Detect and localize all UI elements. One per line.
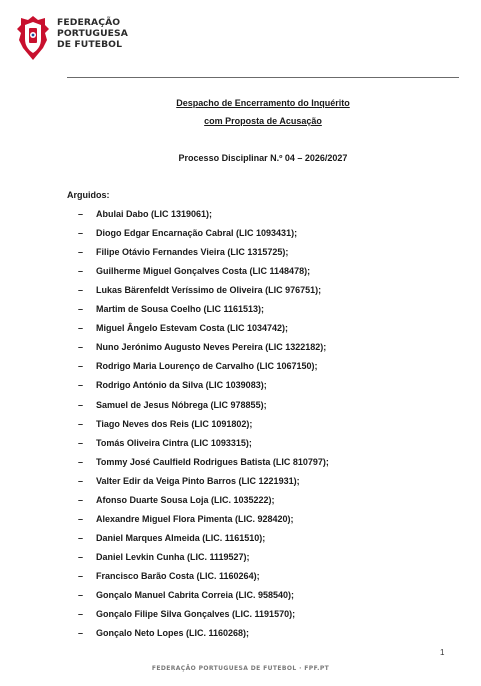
list-item-dash: – (78, 437, 84, 448)
process-number: Processo Disciplinar N.º 04 – 2026/2027 (178, 153, 348, 163)
org-name-line-2: PORTUGUESA (57, 28, 128, 39)
list-item-dash: – (78, 342, 84, 353)
defendant-name: Daniel Levkin Cunha (LIC. 1119527); (96, 551, 250, 562)
list-item-dash: – (78, 304, 84, 315)
defendant-name: Gonçalo Manuel Cabrita Correia (LIC. 958540); (96, 590, 295, 600)
list-item-dash: – (78, 361, 84, 372)
defendant-name: Rodrigo António da Silva (LIC 1039083); (96, 380, 267, 391)
defendant-name: Miguel Ângelo Estevam Costa (LIC 1034742); (96, 323, 289, 334)
defendant-name: Tiago Neves dos Reis (LIC 1091802); (96, 418, 253, 429)
list-item-dash: – (78, 456, 84, 467)
defendant-name: Gonçalo Filipe Silva Gonçalves (LIC. 1191570); (96, 609, 296, 620)
defendant-name: Valter Edir da Veiga Pinto Barros (LIC 1221931); (96, 475, 300, 486)
arguidos-label: Arguidos: (67, 190, 110, 200)
page-number: 1 (440, 648, 445, 657)
list-item-dash: – (78, 418, 84, 429)
defendant-name: Nuno Jerónimo Augusto Neves Pereira (LIC 1322182); (96, 342, 327, 353)
defendant-name: Lukas Bärenfeldt Veríssimo de Oliveira (LIC 976751); (96, 285, 322, 296)
org-name (57, 17, 128, 50)
list-item-dash: – (78, 609, 84, 620)
list-item-dash: – (78, 228, 84, 239)
list-item-dash: – (78, 266, 84, 277)
defendant-name: Samuel de Jesus Nóbrega (LIC 978855); (96, 399, 267, 410)
defendant-name: Tomás Oliveira Cintra (LIC 1093315); (96, 437, 252, 448)
defendant-name: Alexandre Miguel Flora Pimenta (LIC. 928420); (96, 513, 294, 524)
list-item-dash: – (78, 513, 84, 524)
defendant-name: Gonçalo Neto Lopes (LIC. 1160268); (96, 628, 250, 639)
document-title-line-2: com Proposta de Acusação (204, 116, 322, 126)
org-name-line-1: FEDERAÇÃO (57, 17, 121, 28)
list-item-dash: – (78, 628, 84, 639)
header-divider (67, 77, 459, 78)
list-item-dash: – (78, 570, 84, 581)
list-item-dash: – (78, 532, 84, 543)
list-item-dash: – (78, 323, 84, 334)
defendant-name: Filipe Otávio Fernandes Vieira (LIC 1315725); (96, 247, 289, 258)
list-item-dash: – (78, 590, 84, 600)
footer: FEDERAÇÃO PORTUGUESA DE FUTEBOL · FPF.PT (151, 665, 330, 672)
list-item-dash: – (78, 247, 84, 258)
list-item-dash: – (78, 475, 84, 486)
fpf-crest-icon (16, 15, 50, 61)
defendant-name: Afonso Duarte Sousa Loja (LIC. 1035222); (96, 494, 275, 505)
list-item-dash: – (78, 551, 84, 562)
defendant-name: Tommy José Caulfield Rodrigues Batista (LIC 810797); (96, 456, 329, 467)
list-item-dash: – (78, 380, 84, 391)
list-item-dash: – (78, 494, 84, 505)
defendant-name: Guilherme Miguel Gonçalves Costa (LIC 1148478); (96, 266, 311, 277)
defendant-name: Daniel Marques Almeida (LIC. 1161510); (96, 532, 266, 543)
header (16, 15, 128, 63)
document-title-line-1: Despacho de Encerramento do Inquérito (176, 98, 350, 108)
list-item-dash: – (78, 399, 84, 410)
org-name-line-3: DE FUTEBOL (57, 39, 123, 50)
list-item-dash: – (78, 209, 84, 219)
defendant-name: Martim de Sousa Coelho (LIC 1161513); (96, 304, 265, 315)
defendant-name: Rodrigo Maria Lourenço de Carvalho (LIC 1067150); (96, 361, 318, 372)
list-item-dash: – (78, 285, 84, 296)
defendant-name: Diogo Edgar Encarnação Cabral (LIC 1093431); (96, 228, 298, 239)
defendant-name: Francisco Barão Costa (LIC. 1160264); (96, 570, 260, 581)
defendant-name: Abulai Dabo (LIC 1319061); (96, 209, 213, 219)
